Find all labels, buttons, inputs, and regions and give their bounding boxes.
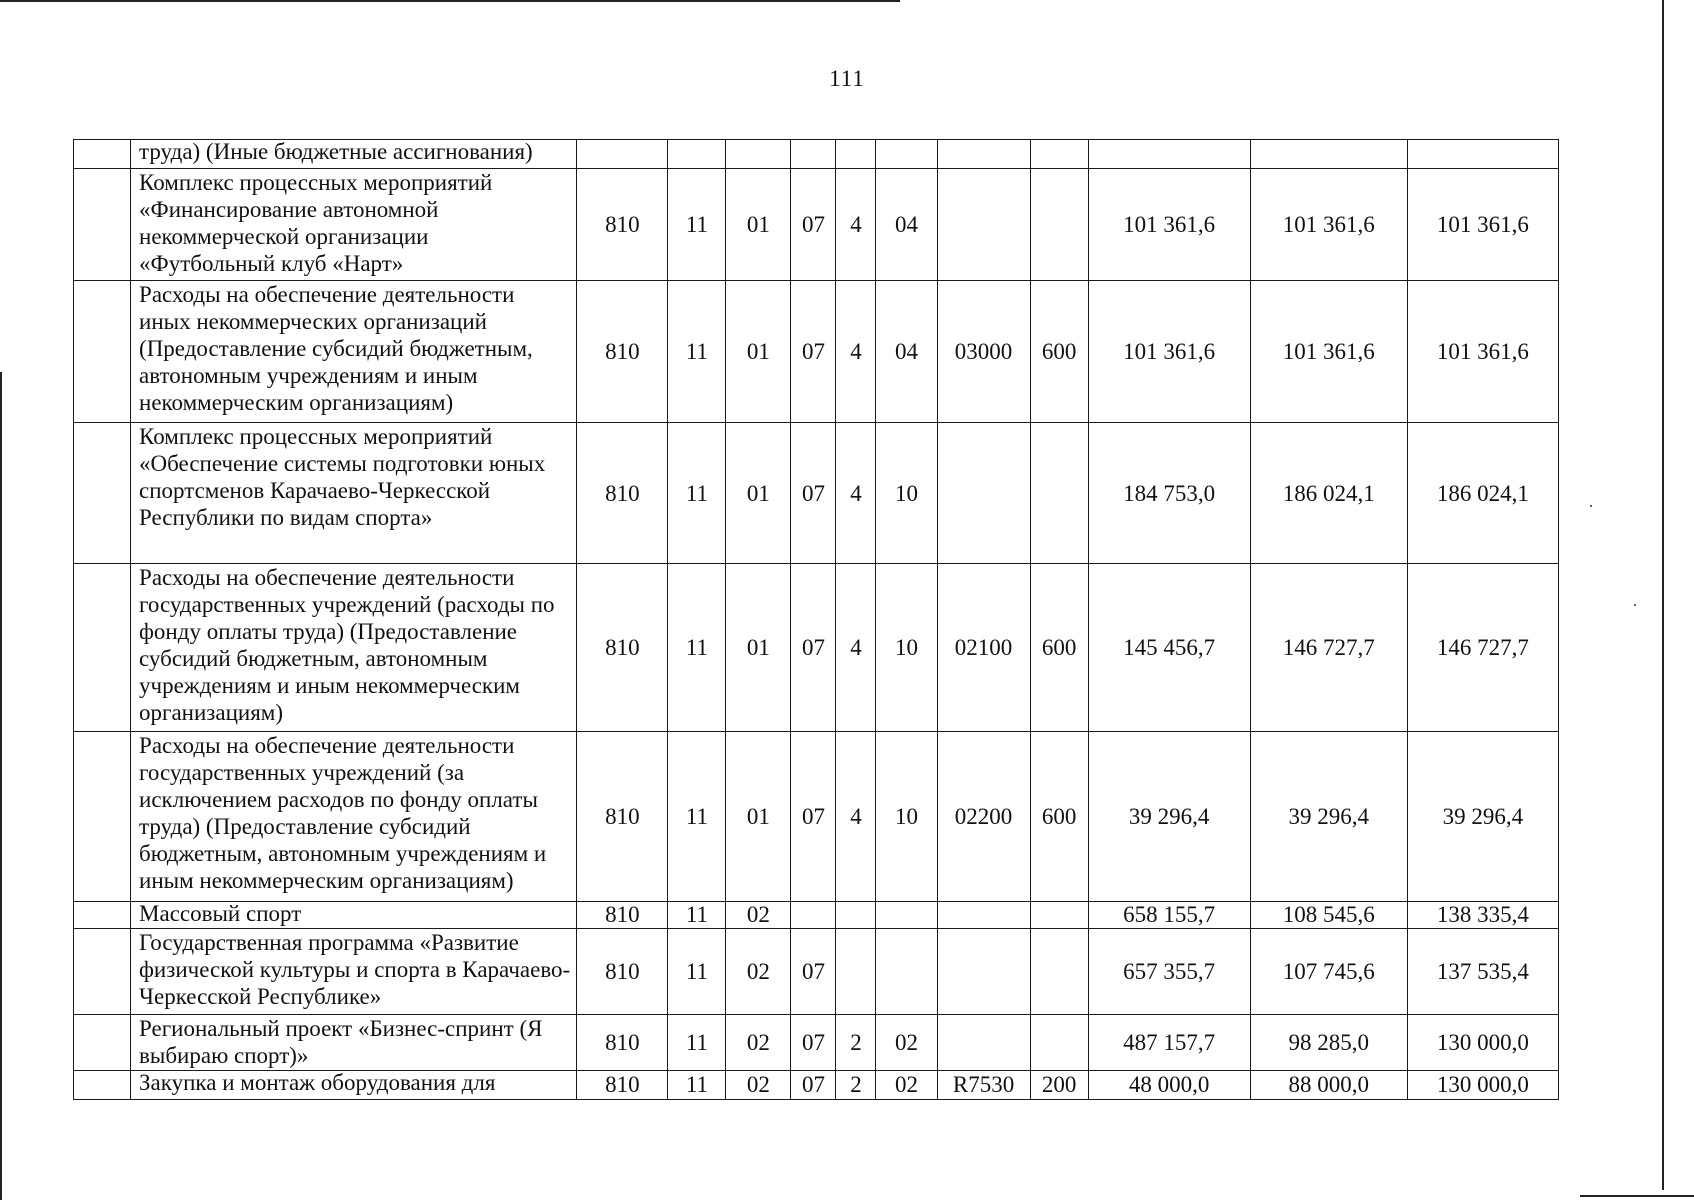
expense-type-cell: 600 bbox=[1030, 732, 1088, 902]
subsection-code-cell: 02 bbox=[726, 1071, 791, 1100]
program-code-cell: 07 bbox=[791, 281, 836, 423]
amount-year-3-cell: 130 000,0 bbox=[1407, 1015, 1558, 1071]
amount-year-3-cell: 39 296,4 bbox=[1407, 732, 1558, 902]
row-index-cell bbox=[74, 140, 131, 169]
section-code-cell: 11 bbox=[668, 929, 726, 1015]
amount-year-1-cell: 184 753,0 bbox=[1088, 423, 1250, 564]
ministry-code-cell: 810 bbox=[577, 281, 668, 423]
amount-year-2-cell: 186 024,1 bbox=[1250, 423, 1407, 564]
direction-code-cell bbox=[937, 140, 1030, 169]
program-code-cell: 07 bbox=[791, 564, 836, 732]
subsection-code-cell bbox=[726, 140, 791, 169]
amount-year-1-cell bbox=[1088, 140, 1250, 169]
expense-type-cell: 600 bbox=[1030, 564, 1088, 732]
program-code-cell: 07 bbox=[791, 423, 836, 564]
row-index-cell bbox=[74, 902, 131, 929]
amount-year-3-cell: 146 727,7 bbox=[1407, 564, 1558, 732]
direction-code-cell: R7530 bbox=[937, 1071, 1030, 1100]
expense-type-cell bbox=[1030, 169, 1088, 281]
section-code-cell: 11 bbox=[668, 423, 726, 564]
direction-code-cell: 02200 bbox=[937, 732, 1030, 902]
structural-element-cell: 04 bbox=[876, 169, 937, 281]
row-index-cell bbox=[74, 281, 131, 423]
direction-code-cell: 02100 bbox=[937, 564, 1030, 732]
program-type-cell: 4 bbox=[836, 564, 876, 732]
program-type-cell: 4 bbox=[836, 732, 876, 902]
row-index-cell bbox=[74, 732, 131, 902]
amount-year-3-cell: 130 000,0 bbox=[1407, 1071, 1558, 1100]
scan-edge-top bbox=[0, 0, 900, 2]
structural-element-cell: 10 bbox=[876, 423, 937, 564]
item-name-cell: Региональный проект «Бизнес-спринт (Я выбираю спорт)» bbox=[131, 1015, 577, 1071]
direction-code-cell: 03000 bbox=[937, 281, 1030, 423]
program-type-cell: 4 bbox=[836, 423, 876, 564]
amount-year-2-cell bbox=[1250, 140, 1407, 169]
row-index-cell bbox=[74, 1015, 131, 1071]
subsection-code-cell: 01 bbox=[726, 423, 791, 564]
item-name-cell: Закупка и монтаж оборудования для bbox=[131, 1071, 577, 1100]
ministry-code-cell: 810 bbox=[577, 732, 668, 902]
expense-type-cell bbox=[1030, 929, 1088, 1015]
subsection-code-cell: 01 bbox=[726, 169, 791, 281]
program-code-cell: 07 bbox=[791, 1015, 836, 1071]
structural-element-cell: 10 bbox=[876, 732, 937, 902]
scan-speck bbox=[1634, 604, 1636, 606]
subsection-code-cell: 02 bbox=[726, 902, 791, 929]
program-type-cell bbox=[836, 929, 876, 1015]
structural-element-cell bbox=[876, 929, 937, 1015]
ministry-code-cell: 810 bbox=[577, 423, 668, 564]
section-code-cell: 11 bbox=[668, 564, 726, 732]
direction-code-cell bbox=[937, 1015, 1030, 1071]
ministry-code-cell: 810 bbox=[577, 1015, 668, 1071]
amount-year-2-cell: 88 000,0 bbox=[1250, 1071, 1407, 1100]
table-row bbox=[74, 1071, 1559, 1100]
amount-year-2-cell: 146 727,7 bbox=[1250, 564, 1407, 732]
direction-code-cell bbox=[937, 423, 1030, 564]
amount-year-3-cell: 101 361,6 bbox=[1407, 281, 1558, 423]
item-name-cell: Комплекс процессных мероприятий «Финансирование автономной некоммерческой организации «Футбольный клуб «Нарт» bbox=[131, 169, 577, 281]
program-code-cell bbox=[791, 140, 836, 169]
row-index-cell bbox=[74, 169, 131, 281]
program-type-cell: 2 bbox=[836, 1015, 876, 1071]
item-name-cell: Расходы на обеспечение деятельности государственных учреждений (за исключением расходов по фонду оплаты труда) (Предоставление субсидий бюджетным, автономным учреждениям и иным некоммерческим организациям) bbox=[131, 732, 577, 902]
scan-edge-right bbox=[1662, 0, 1664, 1190]
amount-year-3-cell: 137 535,4 bbox=[1407, 929, 1558, 1015]
item-name-cell: Комплекс процессных мероприятий «Обеспечение системы подготовки юных спортсменов Карачаево-Черкесской Республики по видам спорта» bbox=[131, 423, 577, 564]
amount-year-3-cell: 138 335,4 bbox=[1407, 902, 1558, 929]
amount-year-2-cell: 101 361,6 bbox=[1250, 169, 1407, 281]
table-row bbox=[74, 169, 1559, 281]
ministry-code-cell: 810 bbox=[577, 564, 668, 732]
section-code-cell: 11 bbox=[668, 732, 726, 902]
program-type-cell: 4 bbox=[836, 169, 876, 281]
expense-type-cell bbox=[1030, 423, 1088, 564]
item-name-cell: Государственная программа «Развитие физической культуры и спорта в Карачаево-Черкесской Республике» bbox=[131, 929, 577, 1015]
table-row bbox=[74, 902, 1559, 929]
scan-edge-bottom bbox=[1580, 1195, 1694, 1197]
budget-table bbox=[73, 139, 1559, 1100]
expense-type-cell: 600 bbox=[1030, 281, 1088, 423]
subsection-code-cell: 01 bbox=[726, 564, 791, 732]
program-type-cell bbox=[836, 140, 876, 169]
section-code-cell: 11 bbox=[668, 902, 726, 929]
amount-year-2-cell: 101 361,6 bbox=[1250, 281, 1407, 423]
row-index-cell bbox=[74, 929, 131, 1015]
expense-type-cell bbox=[1030, 1015, 1088, 1071]
subsection-code-cell: 01 bbox=[726, 732, 791, 902]
item-name-cell: Расходы на обеспечение деятельности государственных учреждений (расходы по фонду оплаты труда) (Предоставление субсидий бюджетным, автономным учреждениям и иным некоммерческим организациям) bbox=[131, 564, 577, 732]
program-code-cell: 07 bbox=[791, 732, 836, 902]
amount-year-3-cell bbox=[1407, 140, 1558, 169]
table-row bbox=[74, 281, 1559, 423]
ministry-code-cell: 810 bbox=[577, 169, 668, 281]
program-type-cell: 2 bbox=[836, 1071, 876, 1100]
expense-type-cell bbox=[1030, 902, 1088, 929]
table-row bbox=[74, 140, 1559, 169]
section-code-cell: 11 bbox=[668, 169, 726, 281]
item-name-cell: Расходы на обеспечение деятельности иных некоммерческих организаций (Предоставление субсидий бюджетным, автономным учреждениям и иным некоммерческим организациям) bbox=[131, 281, 577, 423]
program-code-cell: 07 bbox=[791, 929, 836, 1015]
amount-year-1-cell: 487 157,7 bbox=[1088, 1015, 1250, 1071]
table-row bbox=[74, 929, 1559, 1015]
program-type-cell: 4 bbox=[836, 281, 876, 423]
section-code-cell: 11 bbox=[668, 281, 726, 423]
section-code-cell bbox=[668, 140, 726, 169]
amount-year-2-cell: 39 296,4 bbox=[1250, 732, 1407, 902]
scan-speck bbox=[1590, 505, 1592, 507]
structural-element-cell: 02 bbox=[876, 1071, 937, 1100]
subsection-code-cell: 01 bbox=[726, 281, 791, 423]
row-index-cell bbox=[74, 1071, 131, 1100]
ministry-code-cell: 810 bbox=[577, 929, 668, 1015]
page-number: 111 bbox=[829, 66, 865, 91]
expense-type-cell: 200 bbox=[1030, 1071, 1088, 1100]
scan-edge-left bbox=[0, 372, 2, 1200]
ministry-code-cell: 810 bbox=[577, 1071, 668, 1100]
expense-type-cell bbox=[1030, 140, 1088, 169]
structural-element-cell: 10 bbox=[876, 564, 937, 732]
amount-year-2-cell: 98 285,0 bbox=[1250, 1015, 1407, 1071]
direction-code-cell bbox=[937, 169, 1030, 281]
structural-element-cell: 04 bbox=[876, 281, 937, 423]
direction-code-cell bbox=[937, 902, 1030, 929]
program-code-cell: 07 bbox=[791, 1071, 836, 1100]
structural-element-cell bbox=[876, 140, 937, 169]
amount-year-1-cell: 657 355,7 bbox=[1088, 929, 1250, 1015]
program-type-cell bbox=[836, 902, 876, 929]
item-name-cell: Массовый спорт bbox=[131, 902, 577, 929]
program-code-cell: 07 bbox=[791, 169, 836, 281]
direction-code-cell bbox=[937, 929, 1030, 1015]
table-row bbox=[74, 564, 1559, 732]
amount-year-2-cell: 108 545,6 bbox=[1250, 902, 1407, 929]
item-name-cell: труда) (Иные бюджетные ассигнования) bbox=[131, 140, 577, 169]
amount-year-1-cell: 145 456,7 bbox=[1088, 564, 1250, 732]
ministry-code-cell: 810 bbox=[577, 902, 668, 929]
structural-element-cell: 02 bbox=[876, 1015, 937, 1071]
subsection-code-cell: 02 bbox=[726, 929, 791, 1015]
amount-year-3-cell: 101 361,6 bbox=[1407, 169, 1558, 281]
section-code-cell: 11 bbox=[668, 1071, 726, 1100]
program-code-cell bbox=[791, 902, 836, 929]
amount-year-2-cell: 107 745,6 bbox=[1250, 929, 1407, 1015]
row-index-cell bbox=[74, 564, 131, 732]
row-index-cell bbox=[74, 423, 131, 564]
table-row bbox=[74, 1015, 1559, 1071]
amount-year-1-cell: 48 000,0 bbox=[1088, 1071, 1250, 1100]
amount-year-1-cell: 101 361,6 bbox=[1088, 281, 1250, 423]
subsection-code-cell: 02 bbox=[726, 1015, 791, 1071]
table-row bbox=[74, 732, 1559, 902]
amount-year-1-cell: 39 296,4 bbox=[1088, 732, 1250, 902]
structural-element-cell bbox=[876, 902, 937, 929]
amount-year-1-cell: 658 155,7 bbox=[1088, 902, 1250, 929]
ministry-code-cell bbox=[577, 140, 668, 169]
amount-year-1-cell: 101 361,6 bbox=[1088, 169, 1250, 281]
section-code-cell: 11 bbox=[668, 1015, 726, 1071]
table-row bbox=[74, 423, 1559, 564]
amount-year-3-cell: 186 024,1 bbox=[1407, 423, 1558, 564]
